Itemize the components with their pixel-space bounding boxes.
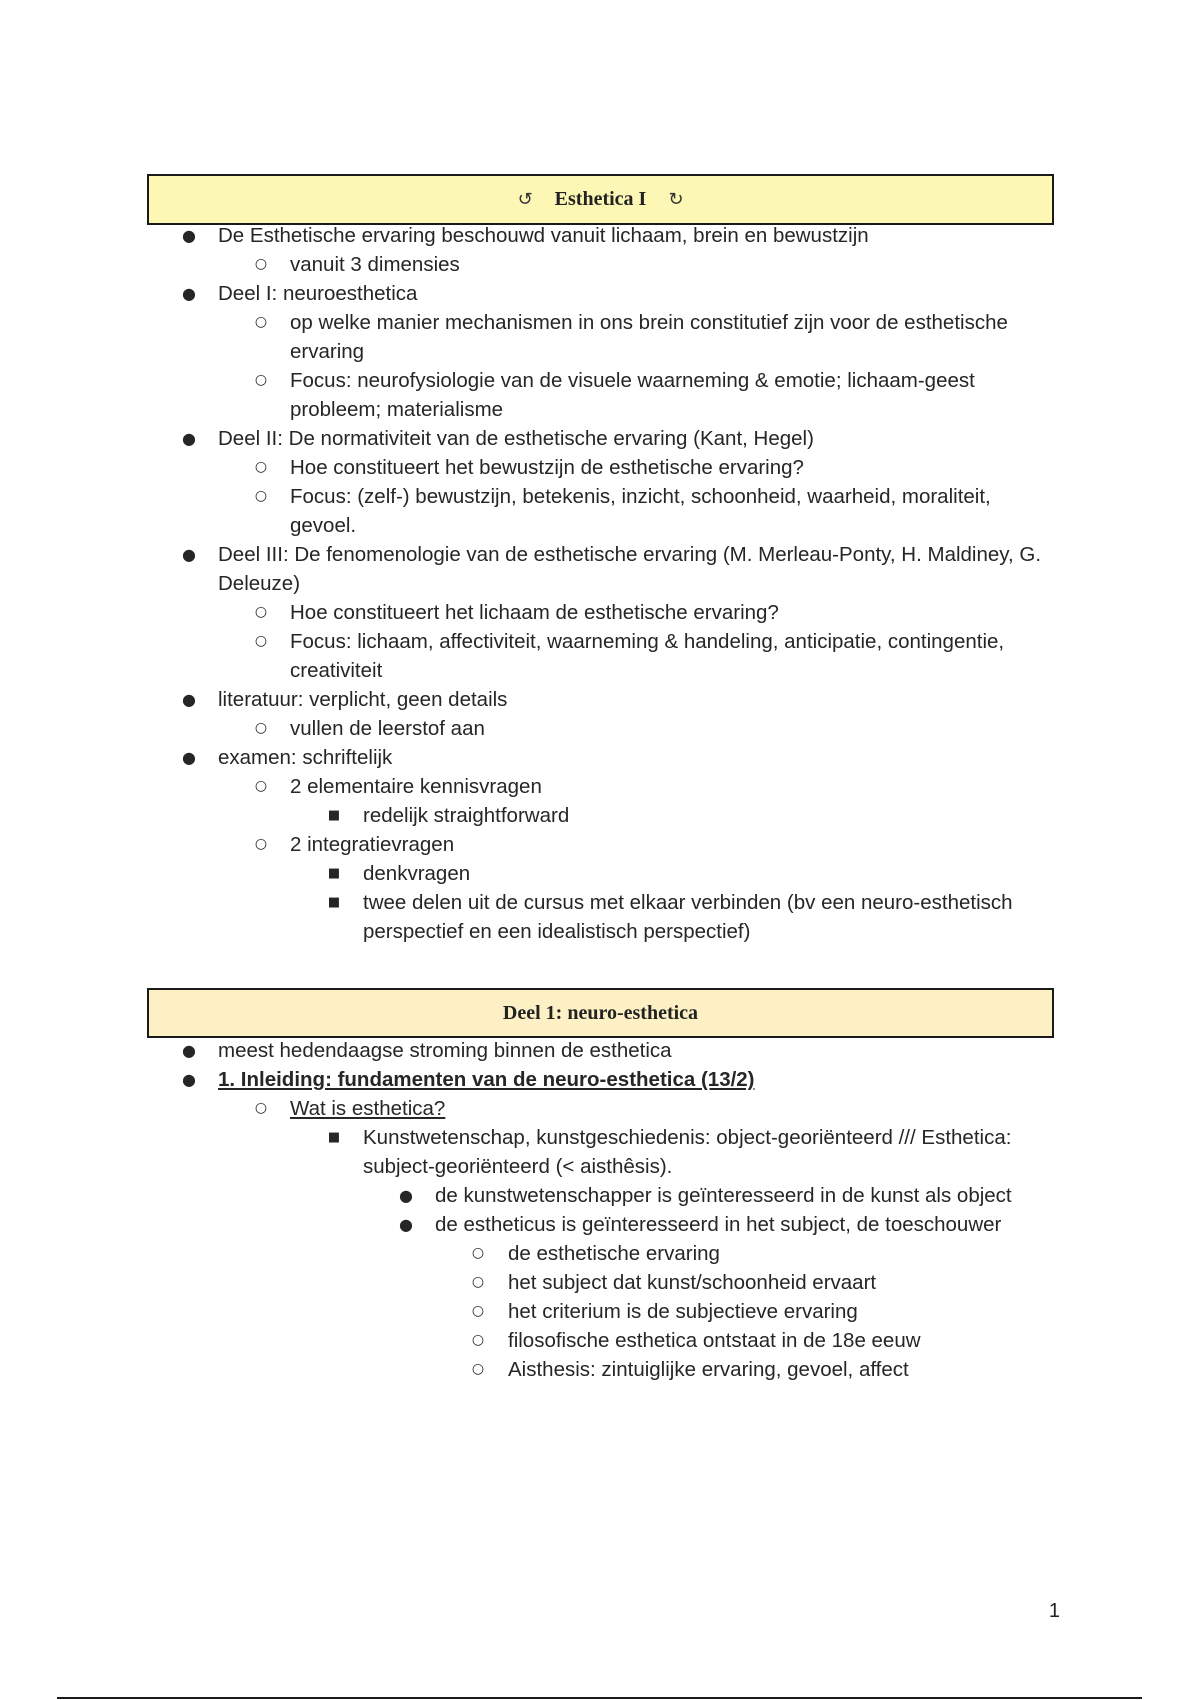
bullet-square-icon: ■ xyxy=(327,895,341,910)
bullet-disc-icon: ● xyxy=(182,226,196,245)
list-item: ● De Esthetische ervaring beschouwd vanuit lichaam, brein en bewustzijn xyxy=(0,221,1058,250)
bullet-circle-icon: ○ xyxy=(254,720,268,736)
list-item: ● de estheticus is geïnteresseerd in het subject, de toeschouwer xyxy=(0,1210,1058,1239)
list-item: ○ 2 elementaire kennisvragen xyxy=(0,772,1058,801)
bullet-disc-icon: ● xyxy=(182,748,196,767)
bullet-circle-icon: ○ xyxy=(471,1274,485,1290)
bullet-circle-icon: ○ xyxy=(254,459,268,475)
section-banner xyxy=(147,988,1054,1038)
page-number: 1 xyxy=(1048,1600,1060,1622)
list-item: ● Deel I: neuroesthetica xyxy=(0,279,1058,308)
bullet-circle-icon: ○ xyxy=(471,1361,485,1377)
bullet-disc-icon: ● xyxy=(182,1070,196,1089)
bullet-disc-icon: ● xyxy=(182,690,196,709)
list-item: ○ de esthetische ervaring xyxy=(0,1239,1058,1268)
bullet-circle-icon: ○ xyxy=(471,1245,485,1261)
bullet-circle-icon: ○ xyxy=(254,604,268,620)
bullet-square-icon: ■ xyxy=(327,808,341,823)
neuro-esthetica-list xyxy=(0,1036,1200,1384)
list-item: ○ het criterium is de subjectieve ervaring xyxy=(0,1297,1058,1326)
bullet-disc-icon: ● xyxy=(399,1186,413,1205)
list-item: ○ Focus: (zelf-) bewustzijn, betekenis, inzicht, schoonheid, waarheid, moraliteit, gevoel. xyxy=(0,482,1058,540)
list-item: ○ vullen de leerstof aan xyxy=(0,714,1058,743)
list-item: ● meest hedendaagse stroming binnen de esthetica xyxy=(0,1036,1058,1065)
section-title: Deel 1: neuro-esthetica xyxy=(502,1002,699,1024)
bullet-circle-icon: ○ xyxy=(254,836,268,852)
list-item xyxy=(0,1094,1058,1123)
list-item: ○ het subject dat kunst/schoonheid ervaart xyxy=(0,1268,1058,1297)
bullet-circle-icon: ○ xyxy=(254,314,268,330)
subsection-heading: Wat is esthetica? xyxy=(290,1097,446,1120)
list-item: ○ op welke manier mechanismen in ons brein constitutief zijn voor de esthetische ervaring xyxy=(0,308,1058,366)
list-item: ● Deel III: De fenomenologie van de esthetische ervaring (M. Merleau-Ponty, H. Maldiney, G. Deleuze) xyxy=(0,540,1058,598)
page-divider xyxy=(57,1697,1142,1699)
bullet-disc-icon: ● xyxy=(399,1215,413,1234)
list-item: ○ vanuit 3 dimensies xyxy=(0,250,1058,279)
bullet-disc-icon: ● xyxy=(182,429,196,448)
list-item: ○ 2 integratievragen xyxy=(0,830,1058,859)
list-item: ○ filosofische esthetica ontstaat in de 18e eeuw xyxy=(0,1326,1058,1355)
list-item: ○ Focus: neurofysiologie van de visuele waarneming & emotie; lichaam-geest probleem; materialisme xyxy=(0,366,1058,424)
list-item: ● de kunstwetenschapper is geïnteresseerd in de kunst als object xyxy=(0,1181,1058,1210)
bullet-disc-icon: ● xyxy=(182,545,196,564)
list-item: ■ redelijk straightforward xyxy=(0,801,1058,830)
list-item xyxy=(0,1065,1058,1094)
list-item: ○ Hoe constitueert het lichaam de esthetische ervaring? xyxy=(0,598,1058,627)
refresh-right-icon: ↻ xyxy=(668,189,684,210)
list-item: ■ twee delen uit de cursus met elkaar verbinden (bv een neuro-esthetisch perspectief en een idealistisch perspectief) xyxy=(0,888,1058,946)
list-item: ○ Focus: lichaam, affectiviteit, waarneming & handeling, anticipatie, contingentie, creativiteit xyxy=(0,627,1058,685)
bullet-circle-icon: ○ xyxy=(254,633,268,649)
list-item: ● examen: schriftelijk xyxy=(0,743,1058,772)
bullet-square-icon: ■ xyxy=(327,866,341,881)
bullet-circle-icon: ○ xyxy=(254,372,268,388)
list-item: ○ Aisthesis: zintuiglijke ervaring, gevoel, affect xyxy=(0,1355,1058,1384)
title-banner xyxy=(147,174,1054,225)
bullet-disc-icon: ● xyxy=(182,1041,196,1060)
bullet-circle-icon: ○ xyxy=(254,778,268,794)
list-item: ● literatuur: verplicht, geen details xyxy=(0,685,1058,714)
list-item: ○ Hoe constitueert het bewustzijn de esthetische ervaring? xyxy=(0,453,1058,482)
chapter-heading: 1. Inleiding: fundamenten van de neuro-esthetica (13/2) xyxy=(218,1068,755,1091)
list-item: ■ denkvragen xyxy=(0,859,1058,888)
bullet-circle-icon: ○ xyxy=(471,1332,485,1348)
list-item: ■ Kunstwetenschap, kunstgeschiedenis: object-georiënteerd /// Esthetica: subject-georiënteerd (< aisthêsis). xyxy=(0,1123,1058,1181)
document-title: Esthetica I xyxy=(554,188,647,210)
course-overview-list xyxy=(0,221,1200,946)
bullet-circle-icon: ○ xyxy=(254,1100,268,1116)
refresh-left-icon: ↺ xyxy=(517,189,533,210)
bullet-circle-icon: ○ xyxy=(471,1303,485,1319)
bullet-square-icon: ■ xyxy=(327,1130,341,1145)
bullet-circle-icon: ○ xyxy=(254,488,268,504)
bullet-circle-icon: ○ xyxy=(254,256,268,272)
bullet-disc-icon: ● xyxy=(182,284,196,303)
list-item: ● Deel II: De normativiteit van de esthetische ervaring (Kant, Hegel) xyxy=(0,424,1058,453)
